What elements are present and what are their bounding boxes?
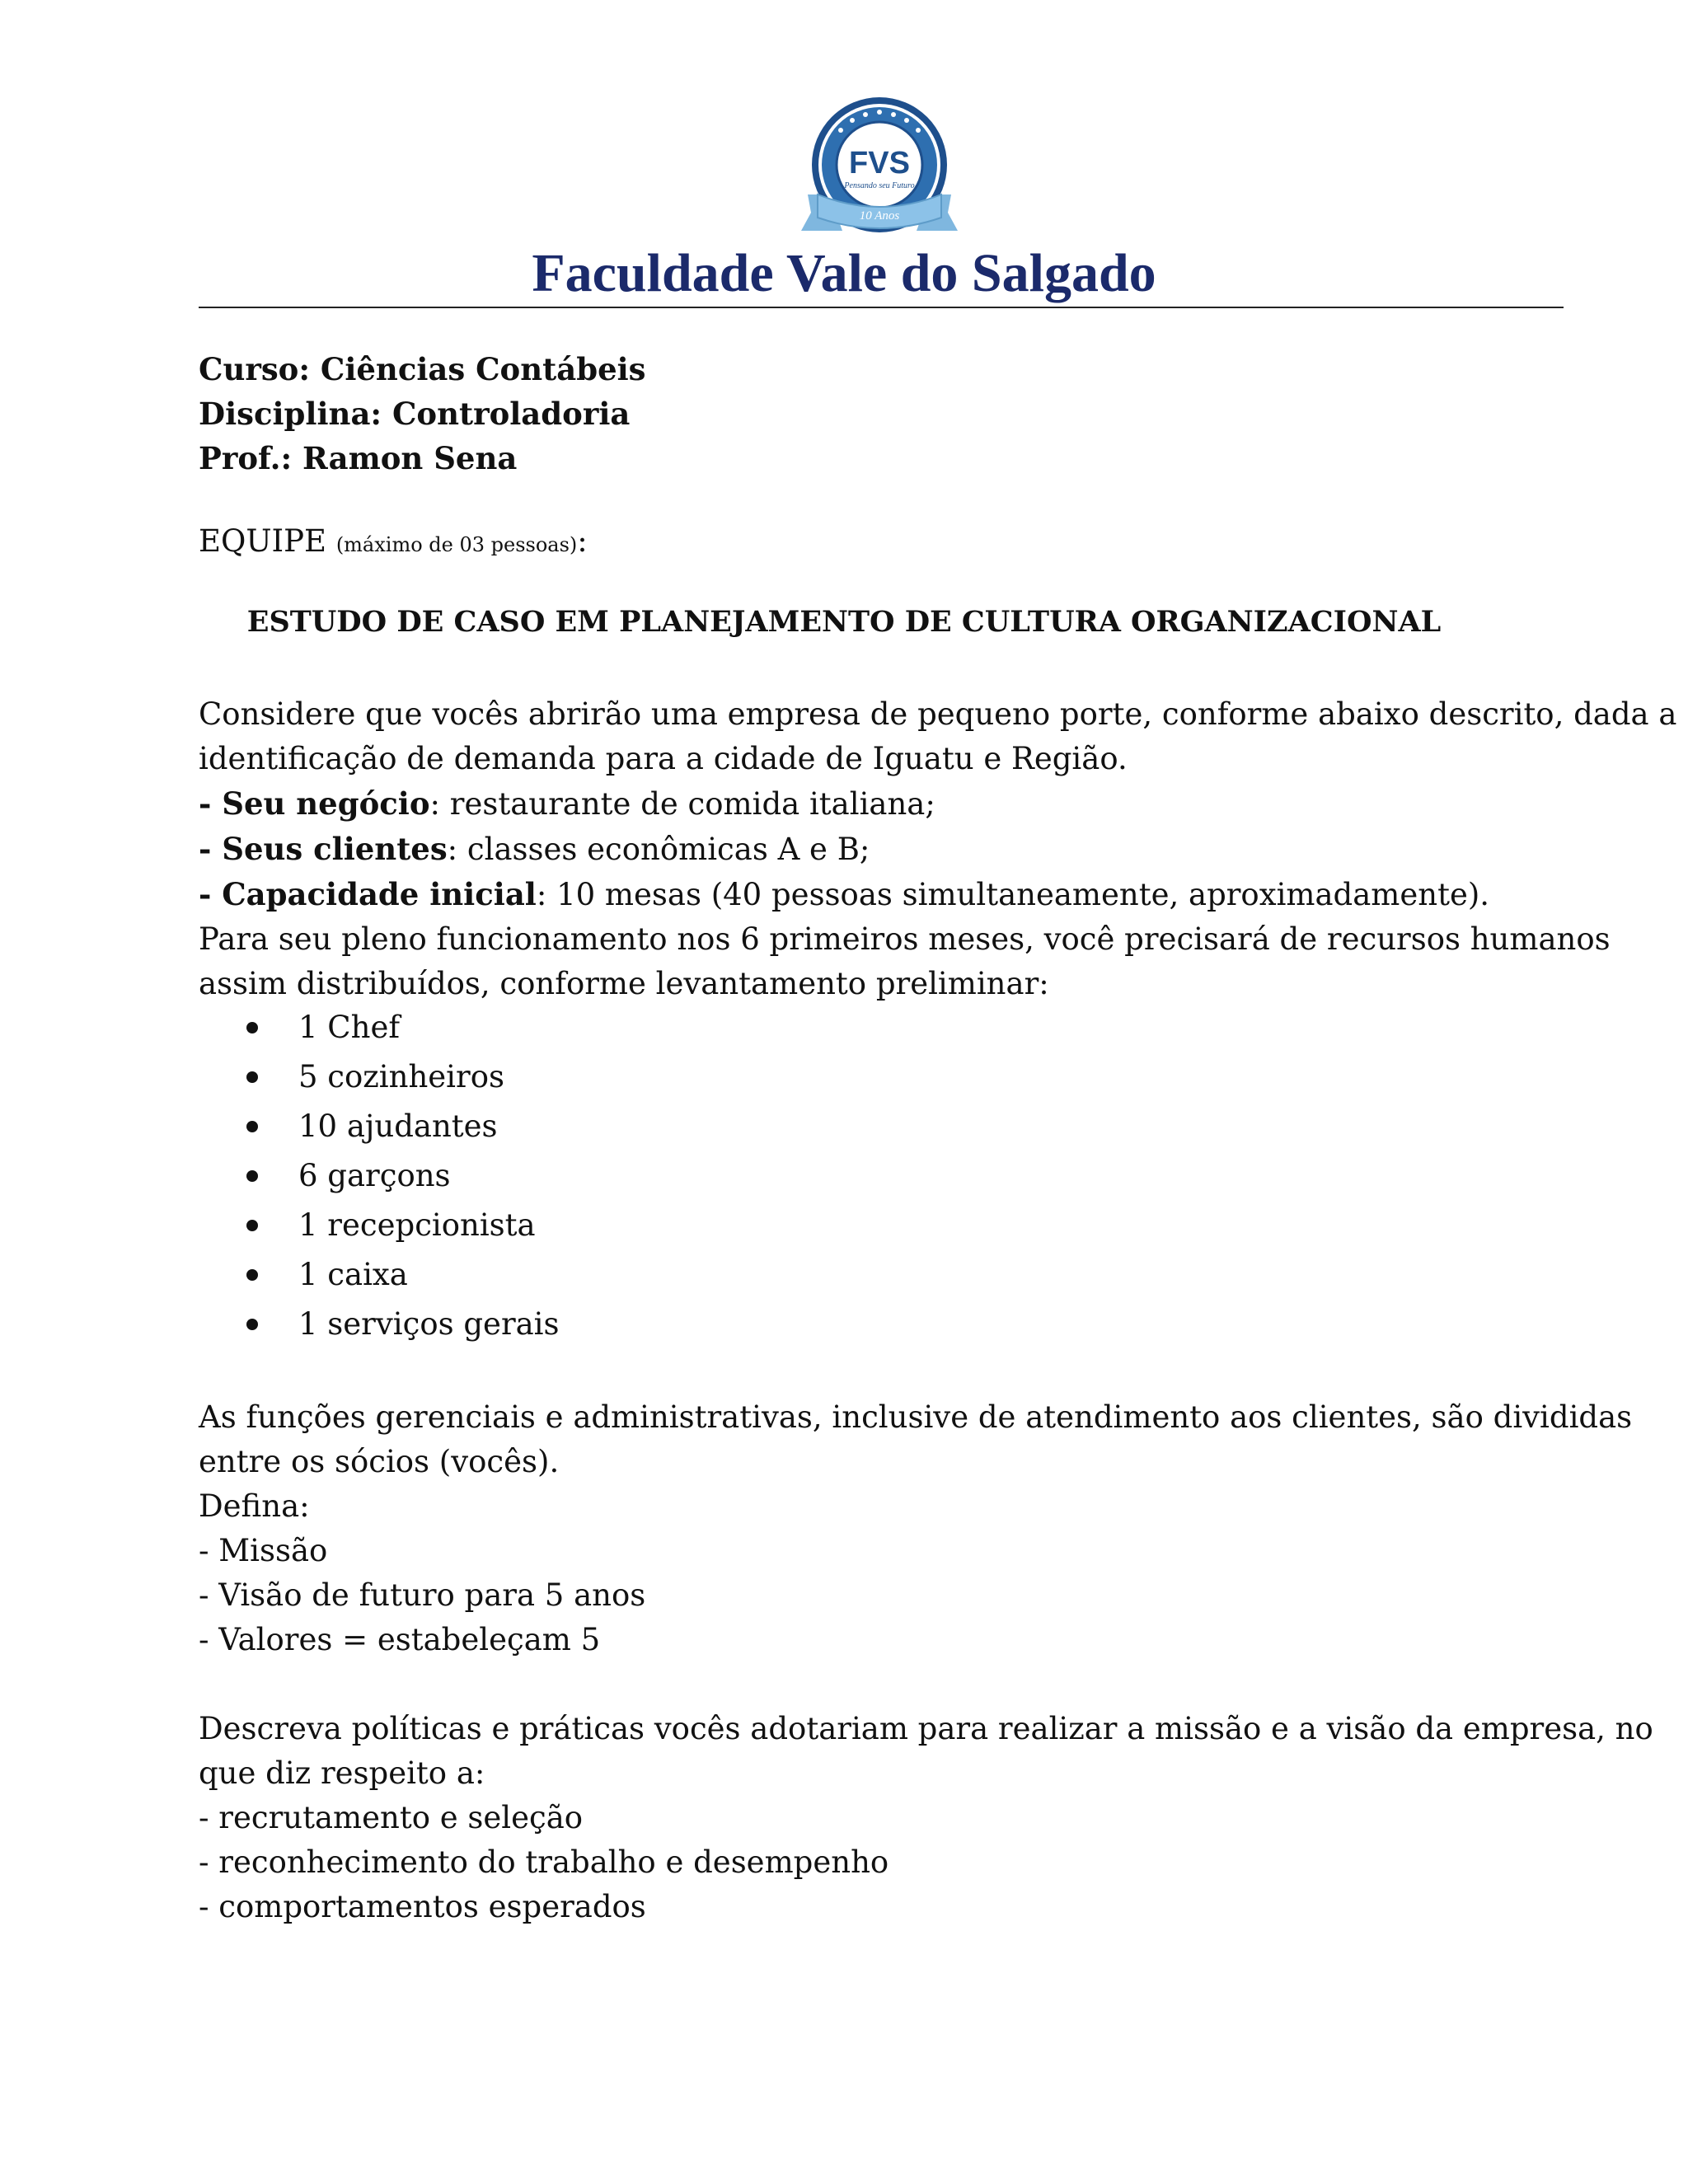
roles-line-1: As funções gerenciais e administrativas, inclusive de atendimento aos clientes, são divididas [199,1399,1633,1435]
capacity-label: - Capacidade inicial [199,876,537,912]
intro-line-1: Considere que vocês abrirão uma empresa de pequeno porte, conforme abaixo descrito, dada a [199,696,1677,732]
discipline-line: Disciplina: Controladoria [199,396,631,432]
define-label: Defina: [199,1488,310,1524]
list-item: 1 recepcionista [199,1201,560,1250]
case-study-title: ESTUDO DE CASO EM PLANEJAMENTO DE CULTURA ORGANIZACIONAL [246,605,1442,639]
roles-block [199,1395,1633,1662]
clients-line [199,827,1564,872]
define-item-mission: - Missão [199,1533,328,1568]
bullet-icon [246,1071,258,1083]
logo-ribbon-text: 10 Anos [859,209,900,223]
policy-item-recognition: - reconhecimento do trabalho e desempenho [199,1844,889,1880]
business-label: - Seu negócio [199,785,430,822]
list-item: 1 Chef [199,1003,560,1052]
intro-block [199,692,1677,1006]
team-line [199,519,1564,567]
roles-line-2: entre os sócios (vocês). [199,1444,560,1479]
logo-lettering: FVS [849,146,910,180]
policy-item-behaviors: - comportamentos esperados [199,1889,646,1924]
bullet-icon [246,1170,258,1182]
staff-list [199,1003,560,1349]
header-divider [199,307,1564,308]
list-item: 10 ajudantes [199,1102,560,1151]
course-info-block [199,347,1564,480]
policy-item-recruitment: - recrutamento e seleção [199,1800,584,1835]
clients-label: - Seus clientes [199,831,448,867]
bullet-icon [246,1220,258,1231]
bullet-icon [246,1121,258,1132]
staff-intro-line-1: Para seu pleno funcionamento nos 6 primeiros meses, você precisará de recursos humanos [199,921,1611,957]
team-label: EQUIPE [199,523,327,559]
bullet-icon [246,1022,258,1033]
policies-line-1: Descreva políticas e práticas vocês adotariam para realizar a missão e a visão da empresa, no [199,1711,1653,1746]
list-item: 1 caixa [199,1250,560,1300]
list-item: 1 serviços gerais [199,1300,560,1349]
institution-title: Faculdade Vale do Salgado [532,243,1156,303]
logo-motto: Pensando seu Futuro [844,181,915,190]
list-item: 5 cozinheiros [199,1052,560,1102]
fvs-seal-icon [793,97,966,246]
team-colon: : [577,523,588,559]
bullet-icon [246,1269,258,1281]
staff-intro-line-2: assim distribuídos, conforme levantamento preliminar: [199,966,1049,1001]
policies-line-2: que diz respeito a: [199,1755,485,1791]
professor-line: Prof.: Ramon Sena [199,440,518,476]
define-item-vision: - Visão de futuro para 5 anos [199,1577,646,1613]
capacity-line [199,872,1564,917]
business-value: : restaurante de comida italiana; [429,786,935,822]
policies-block [199,1707,1653,1929]
intro-line-2: identificação de demanda para a cidade de Iguatu e Região. [199,741,1128,776]
institution-logo [793,97,966,246]
team-note: (máximo de 03 pessoas) [335,533,578,556]
define-item-values: - Valores = estabeleçam 5 [199,1622,601,1657]
clients-value: : classes econômicas A e B; [447,832,870,867]
bullet-icon [246,1319,258,1330]
business-line [199,781,1564,827]
list-item: 6 garçons [199,1151,560,1201]
course-line: Curso: Ciências Contábeis [199,351,646,387]
capacity-value: : 10 mesas (40 pessoas simultaneamente, aproximadamente). [536,877,1490,912]
